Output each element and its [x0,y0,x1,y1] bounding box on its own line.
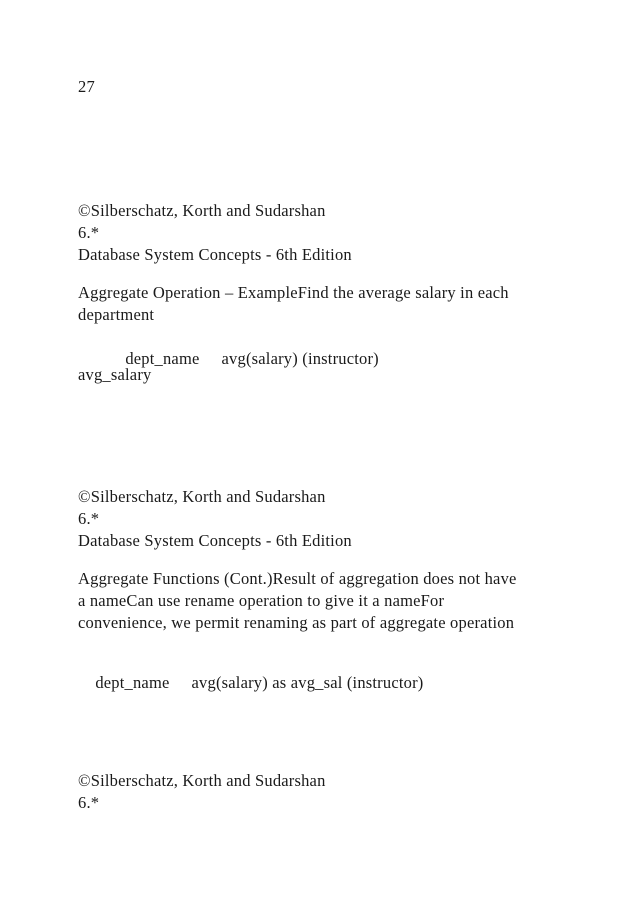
copyright-text: ©Silberschatz, Korth and Sudarshan [78,487,326,506]
expr-group-attribute: dept_name [95,673,170,692]
slide-number: 6.* [78,223,100,242]
rename-expression [78,650,423,716]
copyright-text: ©Silberschatz, Korth and Sudarshan [78,201,326,220]
slide-body-line-3: convenience, we permit renaming as part of aggregate operation [78,613,515,632]
book-title: Database System Concepts - 6th Edition [78,245,352,264]
slide-body-line-1: Aggregate Functions (Cont.)Result of aggregation does not have [78,569,517,588]
page-number: 27 [78,77,95,96]
slide-heading-line-1: Aggregate Operation – ExampleFind the average salary in each [78,283,509,302]
expr-aggregate-function: avg(salary) as avg_sal (instructor) [191,673,424,692]
expr-aggregate-function: avg(salary) (instructor) [221,349,379,368]
copyright-text: ©Silberschatz, Korth and Sudarshan [78,771,326,790]
expr-group-attribute: dept_name [125,349,200,368]
slide-number: 6.* [78,793,100,812]
slide-number: 6.* [78,509,100,528]
slide-heading-line-2: department [78,305,155,324]
book-title: Database System Concepts - 6th Edition [78,531,352,550]
result-label: avg_salary [78,365,152,384]
slide-body-line-2: a nameCan use rename operation to give it a nameFor [78,591,445,610]
